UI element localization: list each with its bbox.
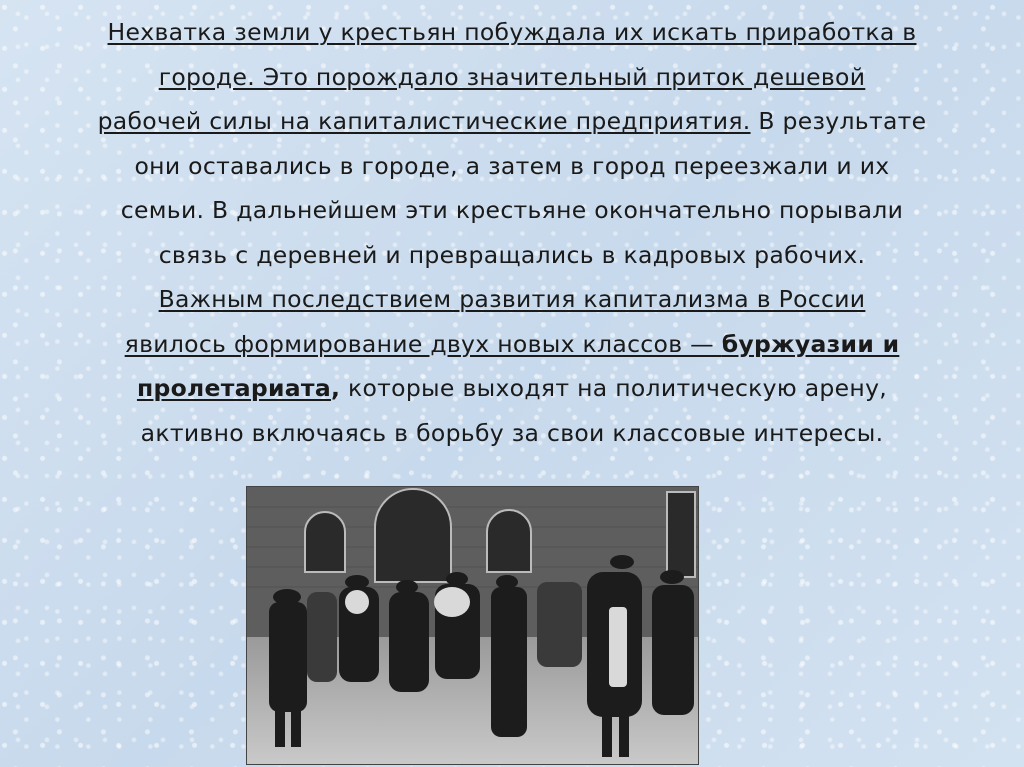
bold-underlined-text: пролетариата	[136, 374, 331, 402]
text-line-6: связь с деревней и превращались в кадровых рабочих.	[158, 240, 866, 269]
text-line-7	[8, 277, 1016, 322]
underlined-text: Важным последствием развития капитализма в России	[158, 285, 866, 313]
plain-text: которые выходят на политическую арену,	[340, 374, 888, 402]
underlined-text: Нехватка земли у крестьян побуждала их искать приработка в	[107, 18, 917, 46]
plain-text: В результате	[750, 107, 927, 135]
bold-underlined-text: буржуазии и	[721, 329, 900, 358]
text-line-4: они оставались в городе, а затем в город переезжали и их	[134, 151, 890, 180]
text-line-10: активно включаясь в борьбу за свои классовые интересы.	[140, 418, 884, 447]
underlined-text: рабочей силы на капиталистические предприятия.	[97, 107, 751, 135]
text-line-5: семьи. В дальнейшем эти крестьяне окончательно порывали	[120, 196, 904, 224]
underlined-text: явилось формирование двух новых классов —	[124, 329, 722, 358]
main-paragraph	[8, 10, 1016, 455]
text-line-3	[8, 99, 1016, 144]
text-line-1	[8, 10, 1016, 55]
text-line-2	[8, 55, 1016, 100]
underlined-text: городе. Это порождало значительный приток дешевой	[158, 62, 866, 91]
text-line-8	[8, 322, 1016, 367]
bold-text: ,	[331, 374, 341, 402]
text-line-9	[8, 366, 1016, 411]
historical-photo-crowd	[247, 487, 698, 764]
